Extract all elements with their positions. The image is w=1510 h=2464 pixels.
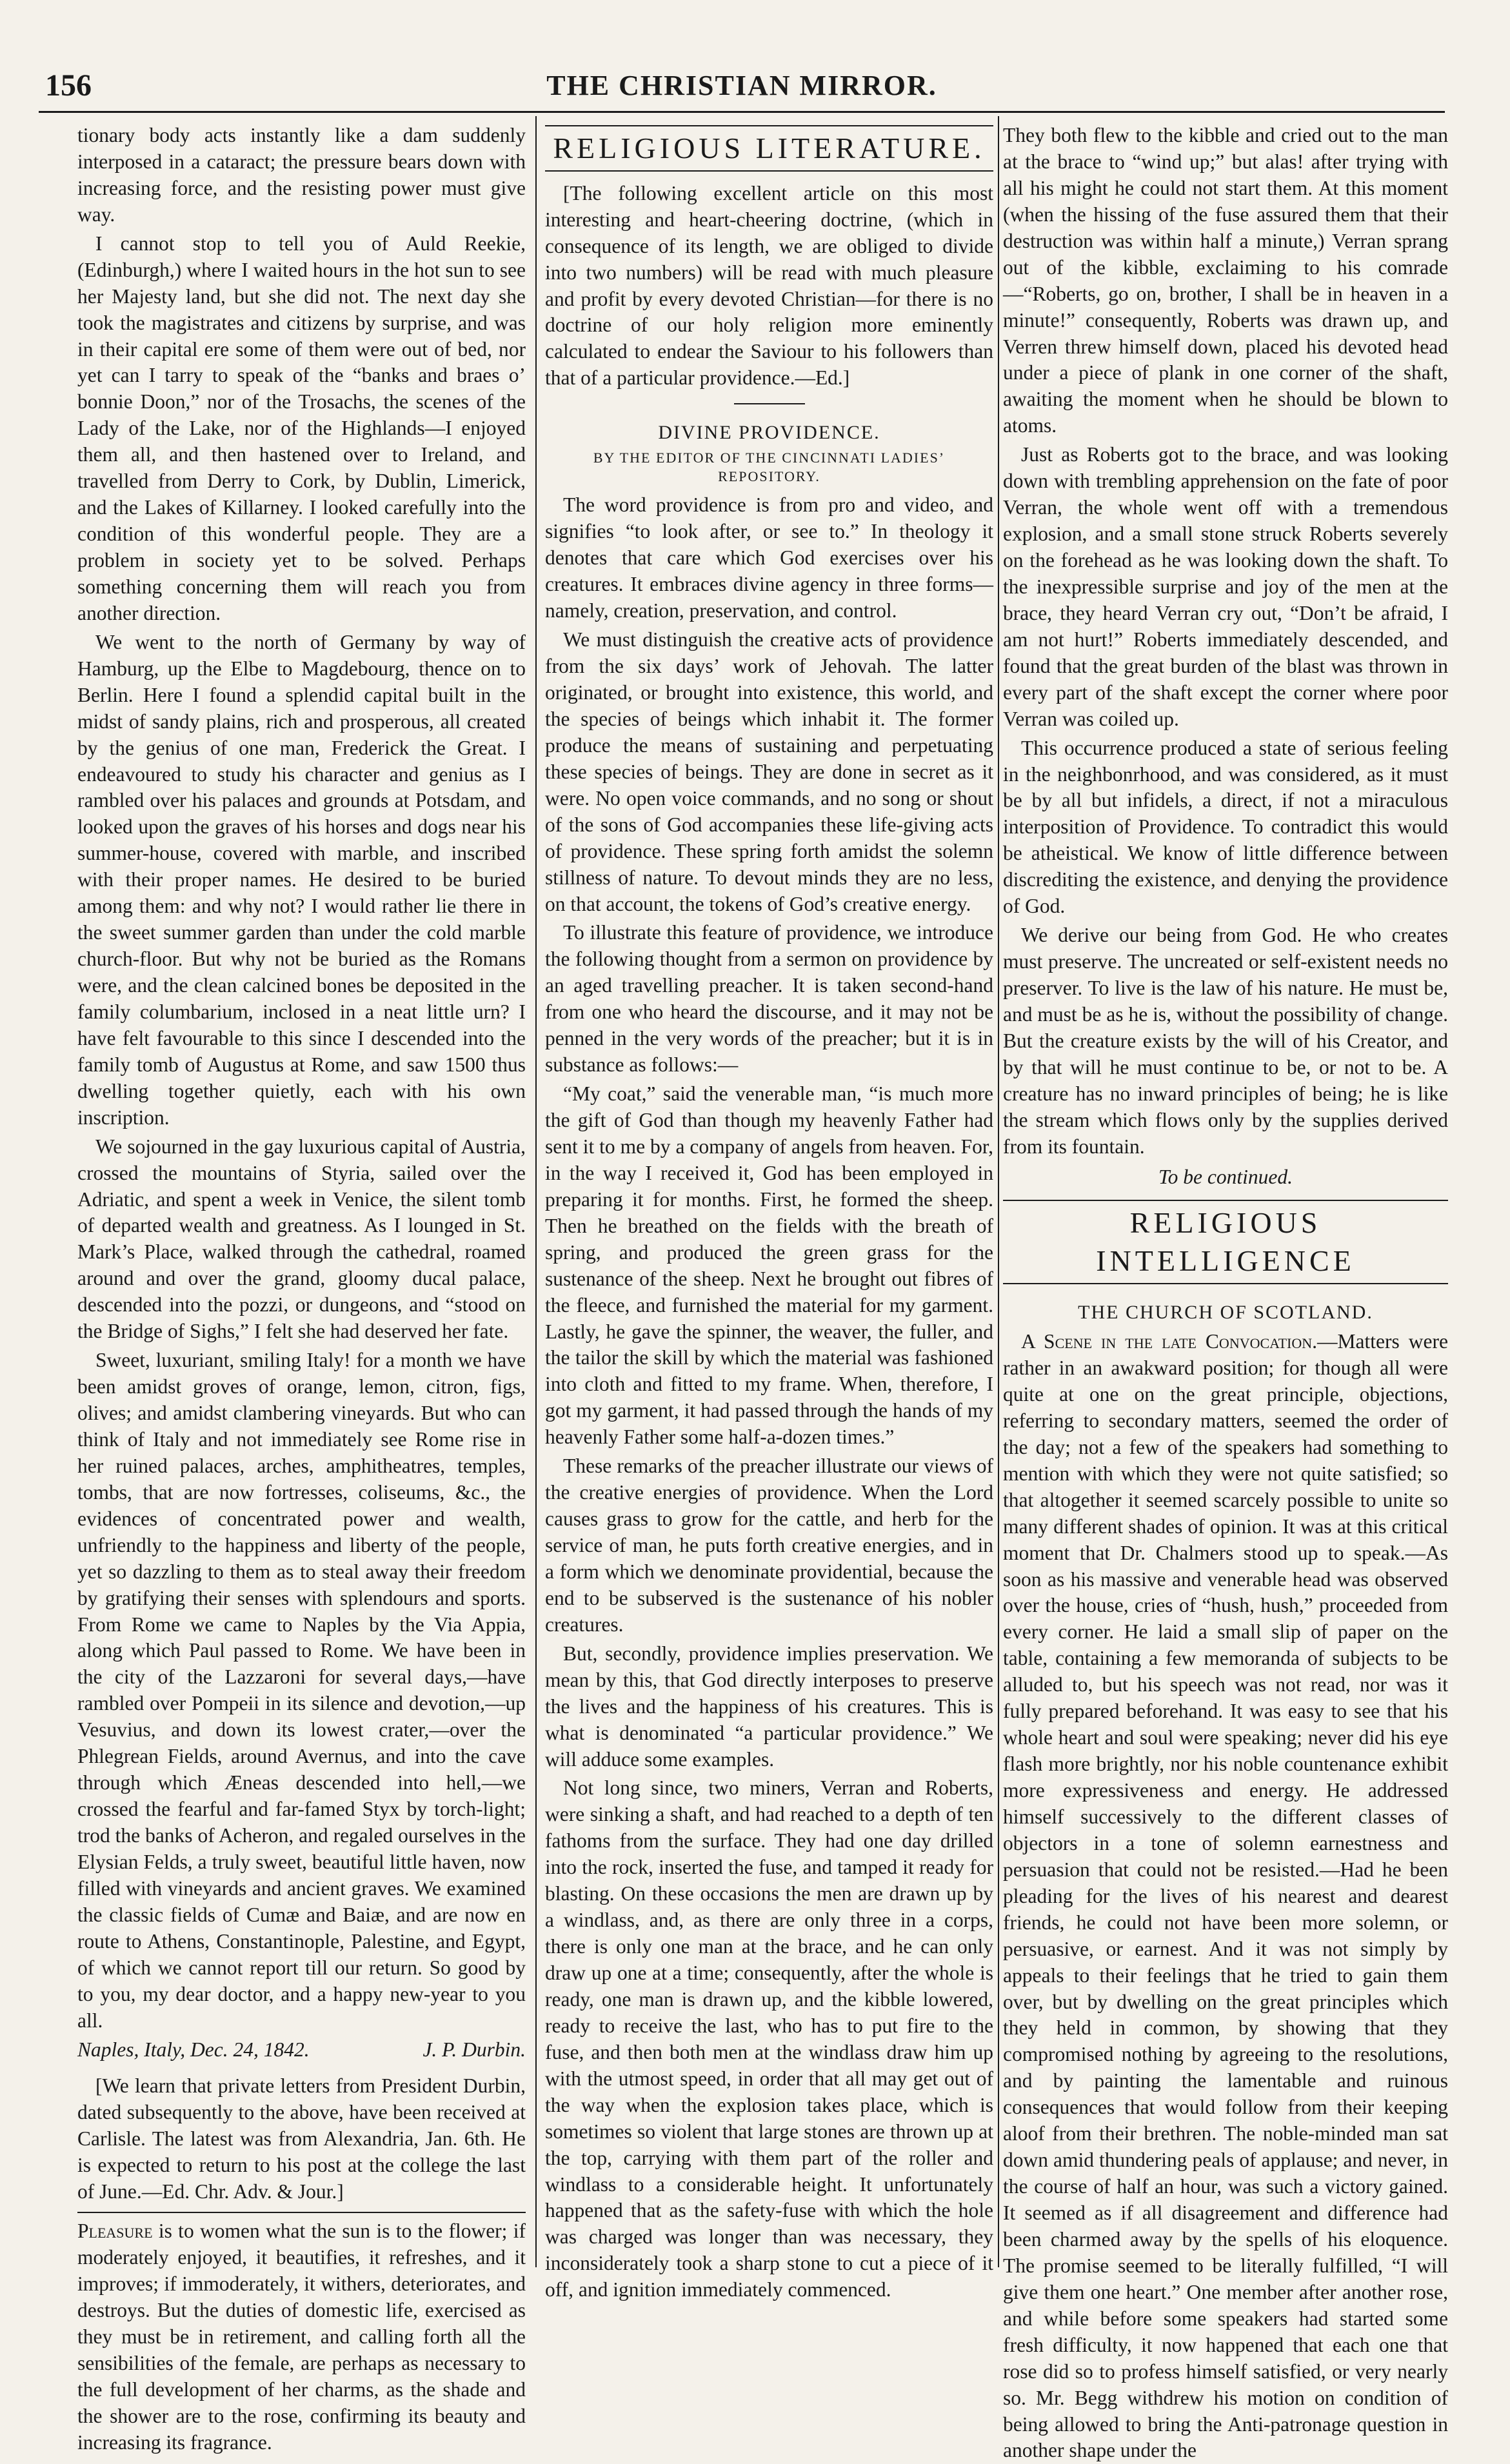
column-right (1003, 123, 1448, 2462)
column-divider (998, 116, 999, 2267)
short-rule (734, 403, 805, 404)
editor-note: [We learn that private letters from President Durbin, dated subsequently to the above, have been received at Carlisle. The latest was from Alexandria, Jan. 6th. He is expected to return to his post at the college the last of June.—Ed. Chr. Adv. & Jour.] (77, 2074, 526, 2203)
signoff-place: Naples, Italy, Dec. 24, 1842. (77, 2038, 310, 2061)
paragraph: Just as Roberts got to the brace, and was looking down with trembling apprehension on the fate of poor Verran, the whole went off with a tremendous explosion, and a small stone struck Roberts severely on the forehead as he was looking down the shaft. To the inexpressible surprise and joy of the men at the brace, they heard Verran cry out, “Don’t be afraid, I am not hurt!” Roberts immediately descended, and found that the great burden of the blast was thrown in every part of the shaft except the corner where poor Verran was coiled up. (1003, 443, 1448, 730)
column-left (77, 123, 526, 2454)
paragraph: Sweet, luxuriant, smiling Italy! for a month we have been amidst groves of orange, lemon, citron, figs, olives; and amidst clambering vineyards. But who can think of Italy and not immediately see Rome rise in her ruined palaces, arches, amphitheatres, temples, tombs, that are now fortresses, coliseums, &c., the evidences of concentrated power and wealth, unfriendly to the happiness and liberty of the people, yet so dazzling to them as to steal away their freedom by gratifying their senses with splendours and sports. From Rome we came to Naples by the Via Appia, along which Paul passed to Rome. We have been in the city of the Lazzaroni for several days,—have rambled over Pompeii in its silence and devotion,—up Vesuvius, and down its lowest crater,—over the Phlegrean Fields, around Avernus, and into the cave through which Æneas descended into hell,—we crossed the fearful and far-famed Styx by torch-light; trod the banks of Acheron, and regaled ourselves in the Elysian Felds, a truly sweet, beautiful little haven, now filled with vineyards and ancient graves. We examined the classic fields of Cumæ and Baiæ, and are now en route to Athens, Constantinople, Palestine, and Egypt, of which we cannot report till our return. So good by to you, my dear doctor, and a happy new-year to you all. (77, 1349, 526, 2032)
paragraph: We must distinguish the creative acts of providence from the six days’ work of Jehovah. The latter originated, or brought into existence, this world, and the species of beings which inhabit it. The former produce the means of sustaining and perpetuating these species of beings. They are done in secret as it were. No open voice commands, and no song or shout of the sons of God accompanies these life-giving acts of providence. These spring forth amidst the solemn stillness of nature. To devout minds they are no less, on that account, the tokens of God’s creative energy. (545, 628, 993, 915)
lead-phrase: A Scene in the late Convocation. (1021, 1330, 1318, 1353)
page-header (39, 61, 1445, 113)
paragraph-text: is to women what the sun is to the flower; if moderately enjoyed, it beautifies, it refreshes, and it improves; if immoderately, it withers, deteriorates, and destroys. But the duties of domestic life, exercised as they must be in retirement, and calling forth all the sensibilities of the female, are perhaps as necessary to the full development of her charms, as the shade and the shower are to the rose, confirming its beauty and increasing its fragrance. (77, 2220, 526, 2454)
header-rule (39, 111, 1445, 113)
article-title: DIVINE PROVIDENCE. (658, 422, 880, 444)
paragraph: But, secondly, providence implies preservation. We mean by this, that God directly interposes to preserve the lives and the happiness of his creatures. This is what is denominated “a particular providence.” We will adduce some examples. (545, 1642, 993, 1771)
section-divider (77, 2212, 526, 2213)
to-be-continued: To be continued. (1158, 1165, 1293, 1188)
article-title: THE CHURCH OF SCOTLAND. (1078, 1302, 1373, 1324)
column-divider (535, 116, 537, 2267)
paragraph: We went to the north of Germany by way of Hamburg, up the Elbe to Magdebourg, thence on to Berlin. Here I found a splendid capital built in the midst of sandy plains, rich and prosperous, all created by the genius of one man, Frederick the Great. I endeavoured to study his character and genius as I rambled over his palaces and grounds at Potsdam, and looked upon the graves of his horses and dogs near his summer-house, covered with marble, and inscribed with their proper names. He desired to be buried among them: and why not? I would rather lie there in the sweet summer garden than under the cold marble church-floor. But why not be buried as the Romans were, and the clean calcined bones be deposited in the family columbarium, inclosed in a neat little urn? I have felt favourable to this since I descended into the family tomb of Augustus at Rome, and saw 1500 thus dwelling together quietly, each with his own inscription. (77, 630, 526, 1129)
paragraph: The word providence is from pro and video, and signifies “to look after, or see to.” In theology it denotes that care which God exercises over his creatures. It embraces divine agency in three forms—namely, creation, preservation, and control. (545, 493, 993, 622)
paragraph: Not long since, two miners, Verran and Roberts, were sinking a shaft, and had reached to a depth of ten fathoms from the surface. They had one day drilled into the rock, inserted the fuse, and tamped it ready for blasting. On these occasions the men are drawn up by a windlass, and, as there are only three in a corps, there is only one man at the brace, and he can only draw up one at a time; consequently, after the whole is ready, one man is drawn up, and the kibble lowered, ready to receive the last, who has to put fire to the fuse, and then both men at the windlass draw him up with the utmost speed, in order that all may get out of the way when the explosion takes place, which is sometimes so violent that large stones are thrown up at the top, carrying with them part of the roller and windlass to a considerable height. It unfortunately happened that as the safety-fuse with which the hole was charged was longer than was necessary, they inconsiderately took a sharp stone to cut a piece of it off, and ignition immediately commenced. (545, 1776, 993, 2301)
paragraph: These remarks of the preacher illustrate our views of the creative energies of providence. When the Lord causes grass to grow for the cattle, and herb for the service of man, he puts forth creative energies, and in a form which we denominate providential, because the end to be subserved is the sustenance of his nobler creatures. (545, 1455, 993, 1636)
paragraph: “My coat,” said the venerable man, “is much more the gift of God than though my heavenly Father had sent it to me by a company of angels from heaven. For, in the way I received it, God has been employed in preparing it for months. First, he formed the sheep. Then he breathed on the fields with the breath of spring, and produced the green grass for the sustenance of the sheep. Next he brought out fibres of the fleece, and furnished the material for my garment. Lastly, he gave the spinner, the weaver, the fuller, and the tailor the skill by which the material was fashioned into cloth and fitted to my frame. When, therefore, I got my garment, it had passed through the hands of my heavenly Father some half-a-dozen times.” (545, 1082, 993, 1449)
paragraph: tionary body acts instantly like a dam suddenly interposed in a cataract; the pressure bears down with increasing force, and the resisting power must give way. (77, 124, 526, 226)
paragraph: This occurrence produced a state of serious feeling in the neighbonrhood, and was considered, as it must be by all but infidels, a direct, if not a miraculous interposition of Providence. To contradict this would be atheistical. We know of little difference between discrediting the existence, and denying the providence of God. (1003, 736, 1448, 918)
paragraph: They both flew to the kibble and cried out to the man at the brace to “wind up;” but alas! after trying with all his might he could not start them. At this moment (when the hissing of the fuse assured them that their destruction was within half a minute,) Verran sprang out of the kibble, exclaiming to his comrade—“Roberts, go on, brother, I shall be in heaven in a minute!” consequently, Roberts was drawn up, and Verren threw himself down, placed his devoted head under a piece of plank in one corner of the shaft, awaiting the moment when he should be blown to atoms. (1003, 124, 1448, 437)
running-title: THE CHRISTIAN MIRROR. (546, 70, 937, 101)
pleasure-paragraph (77, 2218, 526, 2456)
page-number: 156 (45, 68, 92, 103)
intro-note: [The following excellent article on this most interesting and heart-cheering doctrine, (which in consequence of its length, we are obliged to divide into two numbers) will be read with much pleasure and profit by every devoted Christian—for there is no doctrine of our holy religion more eminently calculated to endear the Saviour to his followers than that of a particular providence.—Ed.] (545, 181, 993, 390)
byline: BY THE EDITOR OF THE CINCINNATI LADIES’ REPOSITORY. (593, 450, 946, 484)
column-middle (545, 123, 993, 2301)
section-heading: RELIGIOUS INTELLIGENCE (1003, 1200, 1448, 1285)
letter-signoff (77, 2037, 526, 2063)
signoff-name: J. P. Durbin. (422, 2038, 526, 2061)
lead-word: Pleasure (77, 2220, 153, 2243)
scene-paragraph (1003, 1329, 1448, 2464)
paragraph: We derive our being from God. He who creates must preserve. The uncreated or self-existent needs no preserver. To live is the law of his nature. He must be, and must be as he is, without the possibility of change. But the creature exists by the will of his Creator, and by that will he must continue to be, or not to be. A creature has no inward principles of being; he is like the stream which flows only by the supplies derived from its fountain. (1003, 924, 1448, 1158)
paragraph-text: —Matters were rather in an awakward position; for though all were quite at one on the great principle, objections, referring to secondary matters, seemed the order of the day; not a few of the speakers had something to mention with which they were not quite satisfied; so that altogether it seemed scarcely possible to unite so many different shades of opinion. It was at this critical moment that Dr. Chalmers stood up to speak.—As soon as his massive and venerable head was observed over the house, cries of “hush, hush,” proceeded from every corner. He laid a small slip of paper on the table, containing a few memoranda of subjects to be alluded to, but his speech was not read, nor was it fully prepared beforehand. It was easy to see that his whole heart and soul were speaking; never did his eye flash more brightly, nor his noble countenance exhibit more expressiveness and energy. He addressed himself successively to the different classes of objectors in a tone of solemn earnestness and persuasion that could not be resisted.—Had he been pleading for the lives of his nearest and dearest friends, he could not have been more solemn, or persuasive, or earnest. And it was not simply by appeals to their feelings that he tried to gain them over, but by dwelling on the great principles which they held in common, by showing that they compromised nothing by agreeing to the resolutions, and by painting the lamentable and ruinous consequences that would follow from their keeping aloof from their brethren. The noble-minded man sat down amid thundering peals of applause; and never, in the course of half an hour, was such a victory gained. It seemed as if all disagreement and difference had been charmed away by the spells of his eloquence. The promise seemed to be literally fulfilled, “I will give them one heart.” One member after another rose, and while before some speakers had started some fresh difficulty, it now happened that each one that rose did so to profess himself satisfied, or very nearly so. Mr. Begg withdrew his motion on condition of being allowed to bring the Anti-patronage question in another shape under the (1003, 1330, 1448, 2462)
section-heading: RELIGIOUS LITERATURE. (545, 125, 993, 172)
paragraph: We sojourned in the gay luxurious capital of Austria, crossed the mountains of Styria, sailed over the Adriatic, and spent a week in Venice, the silent tomb of departed wealth and greatness. As I lounged in St. Mark’s Place, walked through the cathedral, roamed around and over the grand, gloomy ducal palace, descended into the pozzi, or dungeons, and “stood on the Bridge of Sighs,” I felt she had deserved her fate. (77, 1135, 526, 1343)
paragraph: To illustrate this feature of providence, we introduce the following thought from a sermon on providence by an aged travelling preacher. It is taken second-hand from one who heard the discourse, and it may not be penned in the very words of the preacher; but it is in substance as follows:— (545, 921, 993, 1077)
paragraph: I cannot stop to tell you of Auld Reekie, (Edinburgh,) where I waited hours in the hot sun to see her Majesty land, but she did not. The next day she took the magistrates and citizens by surprise, and was in their capital ere some of them were out of bed, nor yet can I tarry to speak of the “banks and braes o’ bonnie Doon,” nor of the Trosachs, the scenes of the Lady of the Lake, nor of the Highlands—I enjoyed them all, and then hastened over to Ireland, and travelled from Derry to Cork, by Dublin, Limerick, and the Lakes of Killarney. I looked carefully into the condition of this wonderful people. They are a problem in society yet to be solved. Perhaps something concerning them will reach you from another direction. (77, 232, 526, 624)
